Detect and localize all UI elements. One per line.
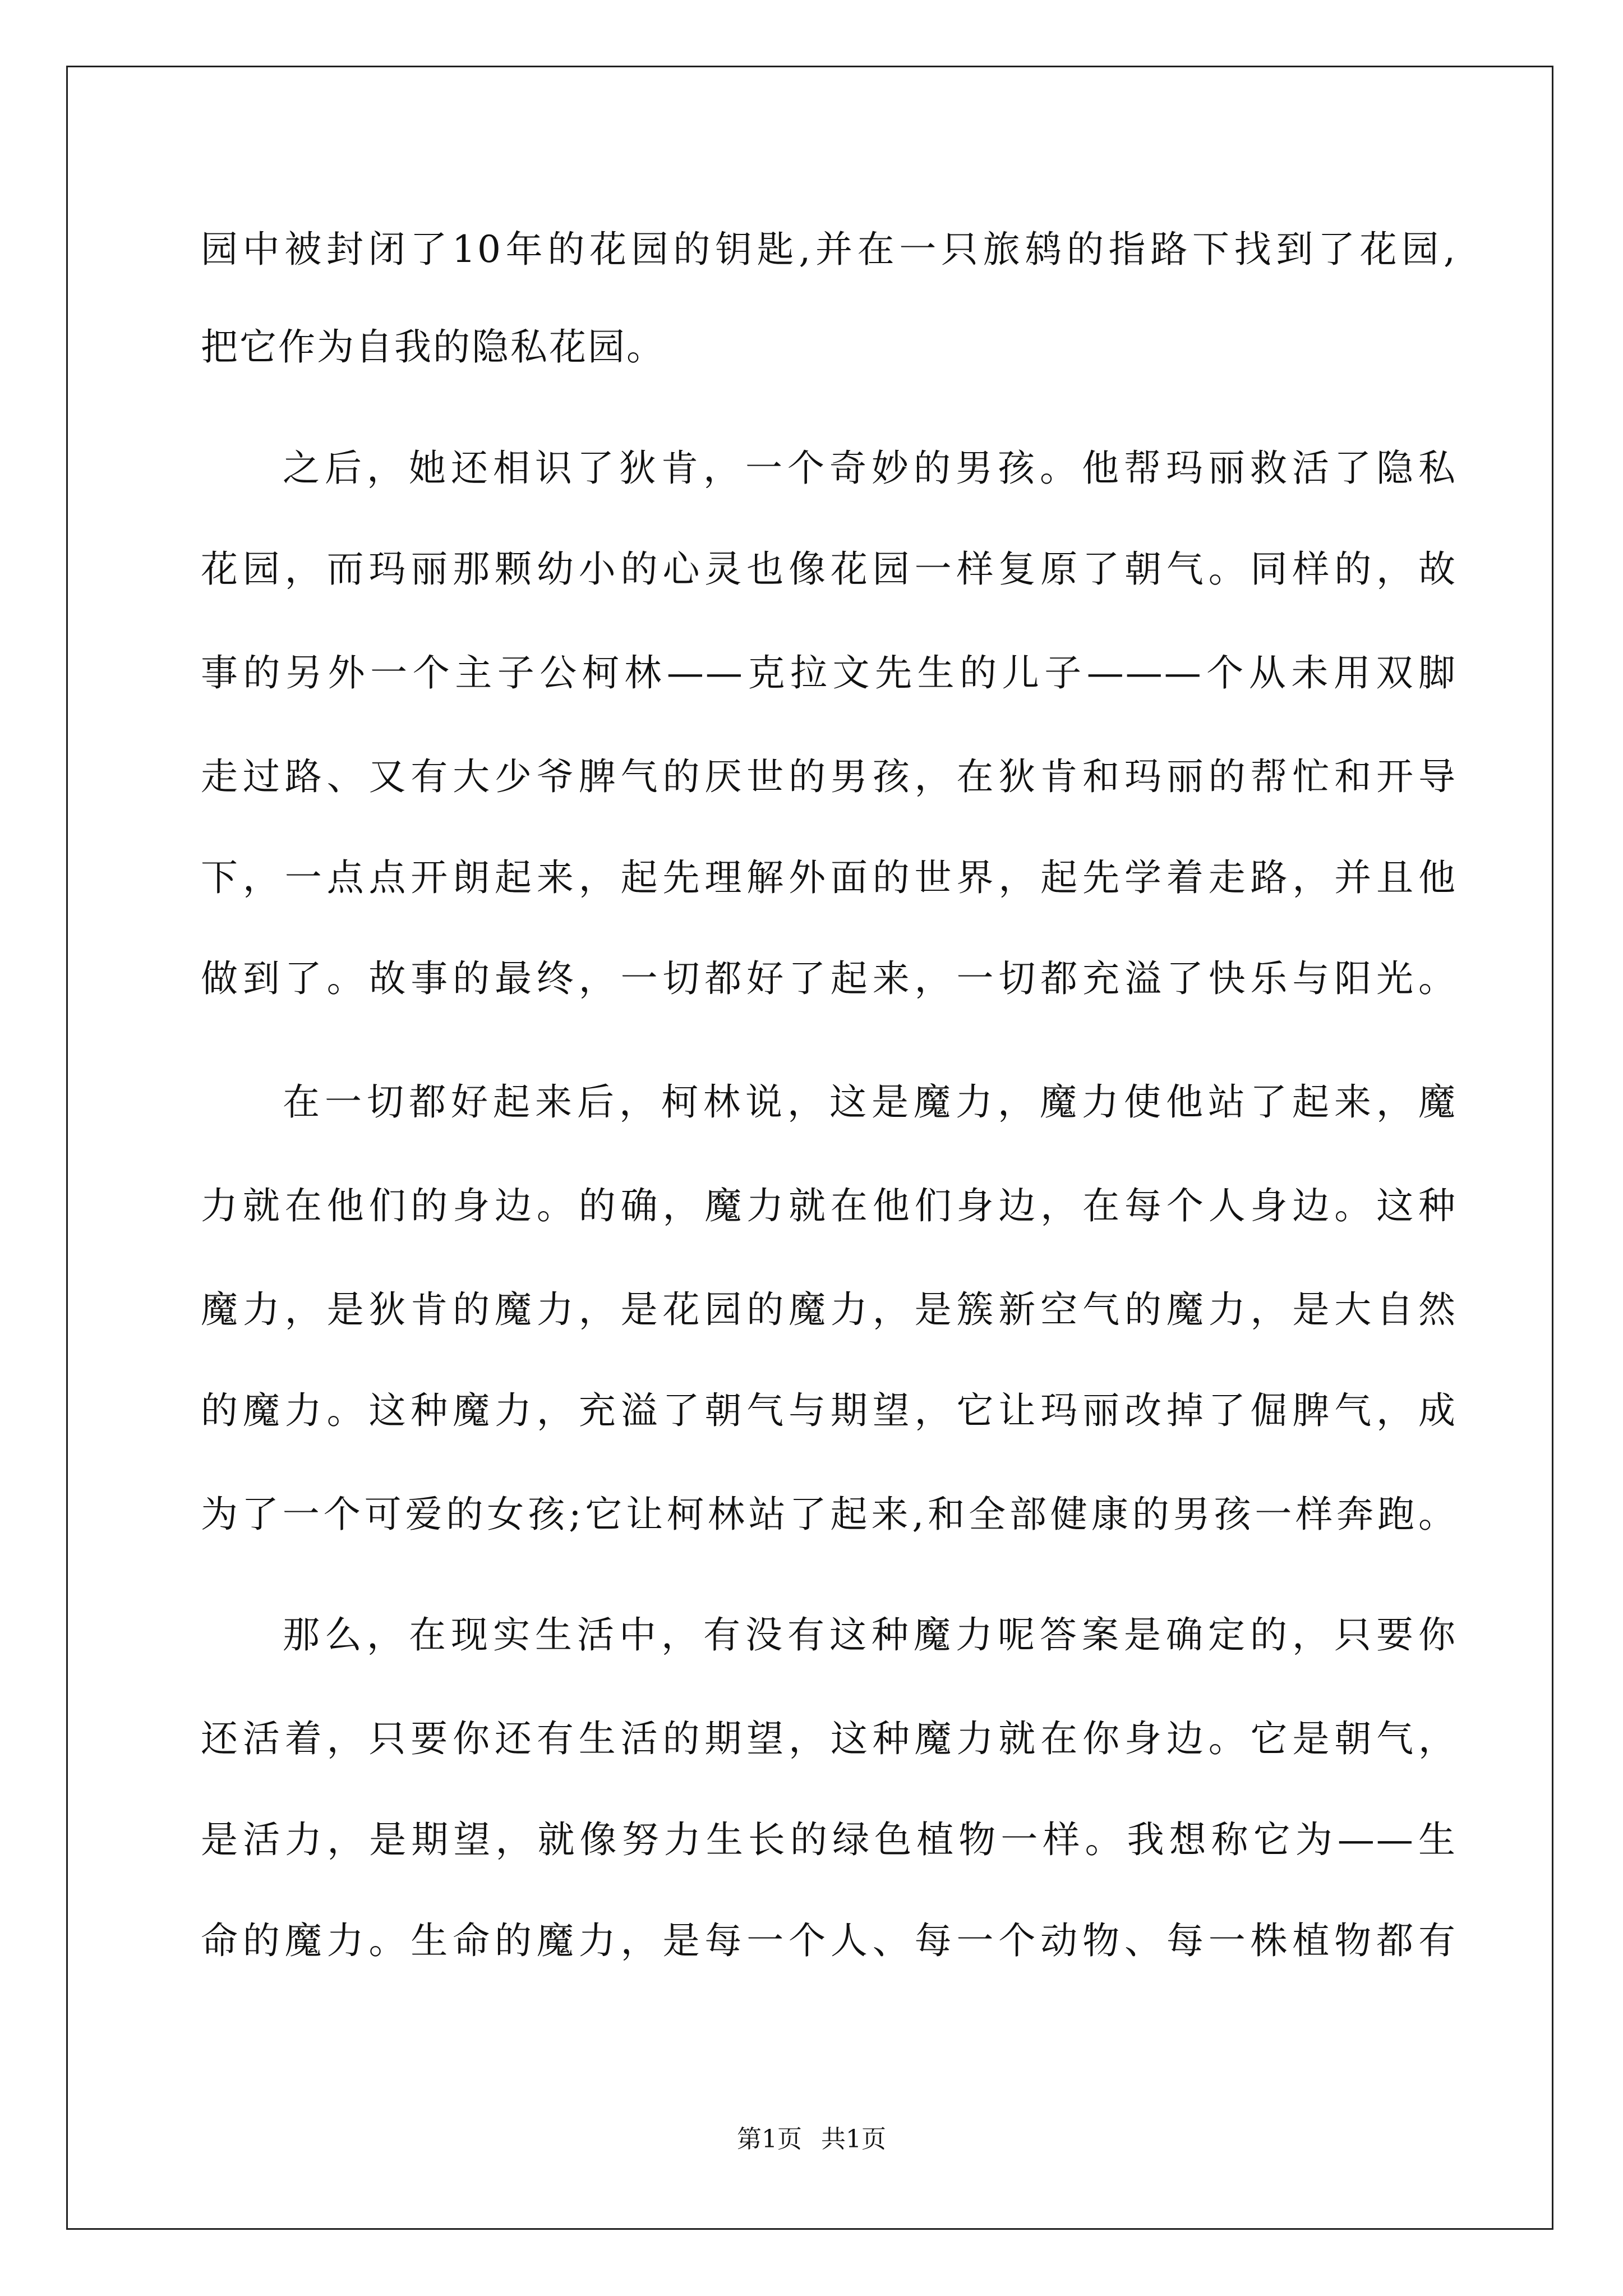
text-line: 在一切都好起来后，柯林说，这是魔力，魔力使他站了起来，魔: [283, 1080, 1457, 1124]
text-line: 那么，在现实生活中，有没有这种魔力呢答案是确定的，只要你: [283, 1613, 1457, 1657]
text-line: 命的魔力。生命的魔力，是每一个人、每一个动物、每一株植物都有: [201, 1919, 1457, 1962]
text-line: 力就在他们的身边。的确，魔力就在他们身边，在每个人身边。这种: [201, 1184, 1457, 1227]
text-line: 把它作为自我的隐私花园。: [201, 325, 665, 369]
text-line: 园中被封闭了10年的花园的钥匙,并在一只旅鸫的指路下找到了花园,: [201, 228, 1457, 271]
text-line: 做到了。故事的最终，一切都好了起来，一切都充溢了快乐与阳光。: [201, 957, 1457, 1000]
text-line: 事的另外一个主子公柯林——克拉文先生的儿子———个从未用双脚: [201, 651, 1457, 694]
text-line: 走过路、又有大少爷脾气的厌世的男孩，在狄肯和玛丽的帮忙和开导: [201, 755, 1457, 798]
text-line: 的魔力。这种魔力，充溢了朝气与期望，它让玛丽改掉了倔脾气，成: [201, 1389, 1457, 1432]
text-line: 下，一点点开朗起来，起先理解外面的世界，起先学着走路，并且他: [201, 856, 1457, 899]
text-line: 为了一个可爱的女孩;它让柯林站了起来,和全部健康的男孩一样奔跑。: [201, 1493, 1457, 1536]
text-line: 魔力，是狄肯的魔力，是花园的魔力，是簇新空气的魔力，是大自然: [201, 1288, 1457, 1331]
page-number: 第1页: [737, 2125, 802, 2154]
text-line: 还活着，只要你还有生活的期望，这种魔力就在你身边。它是朝气，: [201, 1717, 1457, 1760]
page-footer: [0, 2123, 1623, 2156]
page-total: 共1页: [821, 2125, 886, 2154]
text-line: 花园，而玛丽那颗幼小的心灵也像花园一样复原了朝气。同样的，故: [201, 547, 1457, 591]
text-line: 之后，她还相识了狄肯，一个奇妙的男孩。他帮玛丽救活了隐私: [283, 447, 1457, 490]
page-border: [66, 66, 1553, 2230]
text-line: 是活力，是期望，就像努力生长的绿色植物一样。我想称它为——生: [201, 1818, 1457, 1861]
